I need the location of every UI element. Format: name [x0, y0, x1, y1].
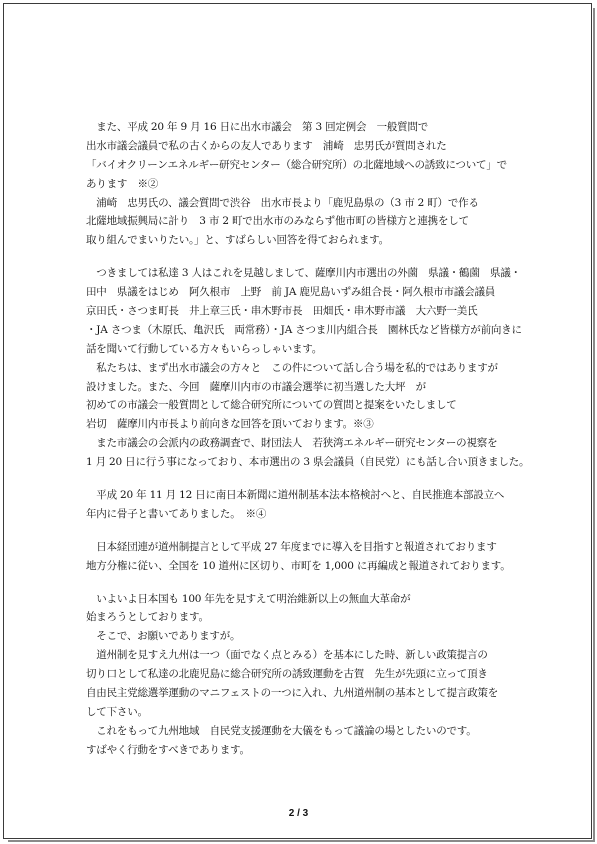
- text-line: 「バイオクリーンエネルギー研究センター（総合研究所）の北薩地域への誘致について」で: [86, 158, 507, 171]
- text-line: これをもって九州地域 自民党支援運動を大儀をもって議論の場としたいのです。: [86, 724, 477, 737]
- text-line: して下さい。: [86, 705, 148, 718]
- text-line: 岩切 薩摩川内市長より前向きな回答を頂いております。※③: [86, 418, 374, 431]
- paragraph: [86, 486, 526, 524]
- text-line: ・JA さつま（木原氏、亀沢氏 両常務）・JA さつま川内組合長 園林氏など皆様方が前向きに: [86, 323, 522, 336]
- text-line: 取り組んでまいりたい。」と、すばらしい回答を得ておられます。: [86, 234, 389, 247]
- paragraph: [86, 118, 526, 250]
- document-body: [86, 118, 530, 760]
- text-line: 始まろうとしております。: [86, 611, 209, 624]
- text-line: 平成 20 年 11 月 12 日に南日本新聞に道州制基本法本格検討へと、自民推進本部設立へ: [86, 489, 505, 502]
- text-line: あります ※②: [86, 177, 159, 190]
- text-line: 出水市議会議員で私の古くからの友人であります 浦崎 忠男氏が質問された: [86, 139, 447, 152]
- paragraph: [86, 590, 526, 760]
- text-line: 日本経団連が道州制提言として平成 27 年度までに導入を目指すと報道されております: [86, 540, 497, 553]
- text-line: 年内に骨子と書いてありました。 ※④: [86, 507, 267, 520]
- page-number: 2 / 3: [288, 808, 309, 819]
- text-line: つきましては私達 3 人はこれを見越しまして、薩摩川内市選出の外薗 県議・鶴薗 県議・: [86, 267, 521, 280]
- text-line: 北薩地域振興局に計り 3 市 2 町で出水市のみならず他市町の皆様方と連携をして: [86, 215, 469, 228]
- text-line: いよいよ日本国も 100 年先を見すえて明治維新以上の無血大革命が: [86, 592, 411, 605]
- text-line: 1 月 20 日に行う事になっており、本市選出の 3 県会議員（自民党）にも話し合い頂きました。: [86, 456, 530, 469]
- text-line: 道州制を見すえ九州は一つ（面でなく点とみる）を基本にした時、新しい政策提言の: [86, 649, 488, 662]
- text-line: また市議会の会派内の政務調査で、財団法人 若狭湾エネルギー研究センターの視察を: [86, 437, 498, 450]
- text-line: 自由民主党総選挙運動のマニフェストの一つに入れ、九州道州制の基本として提言政策を: [86, 687, 499, 700]
- text-line: 私たちは、まず出水市議会の方々と この件について話し合う場を私的ではありますが: [86, 361, 498, 374]
- text-line: すばやく行動をすべきであります。: [86, 743, 250, 756]
- text-line: 地方分権に従い、全国を 10 道州に区切り、市町を 1,000 に再編成と報道されております。: [86, 559, 511, 572]
- text-line: 話を聞いて行動している方々もいらっしゃいます。: [86, 342, 323, 355]
- text-line: そこで、お願いでありますが。: [86, 630, 241, 643]
- text-line: 設けました。また、今回 薩摩川内市の市議会選挙に初当選した大坪 が: [86, 380, 426, 393]
- paragraph: [86, 264, 530, 472]
- text-line: 切り口として私達の北鹿児島に総合研究所の誘致運動を古賀 先生が先頭に立って頂き: [86, 668, 488, 681]
- text-line: 田中 県議をはじめ 阿久根市 上野 前 JA 鹿児島いずみ組合長・阿久根市市議会議員: [86, 286, 496, 299]
- text-line: 浦崎 忠男氏の、議会質問で渋谷 出水市長より「鹿児島県の（3 市 2 町）で作る: [86, 196, 479, 209]
- paragraph: [86, 538, 526, 576]
- text-line: 初めての市議会一般質問として総合研究所についての質問と提案をいたしまして: [86, 399, 457, 412]
- text-line: 京田氏・さつま町長 井上章三氏・串木野市長 田畑氏・串木野市議 大六野一美氏: [86, 305, 478, 318]
- text-line: また、平成 20 年 9 月 16 日に出水市議会 第 3 回定例会 一般質問で: [86, 121, 429, 133]
